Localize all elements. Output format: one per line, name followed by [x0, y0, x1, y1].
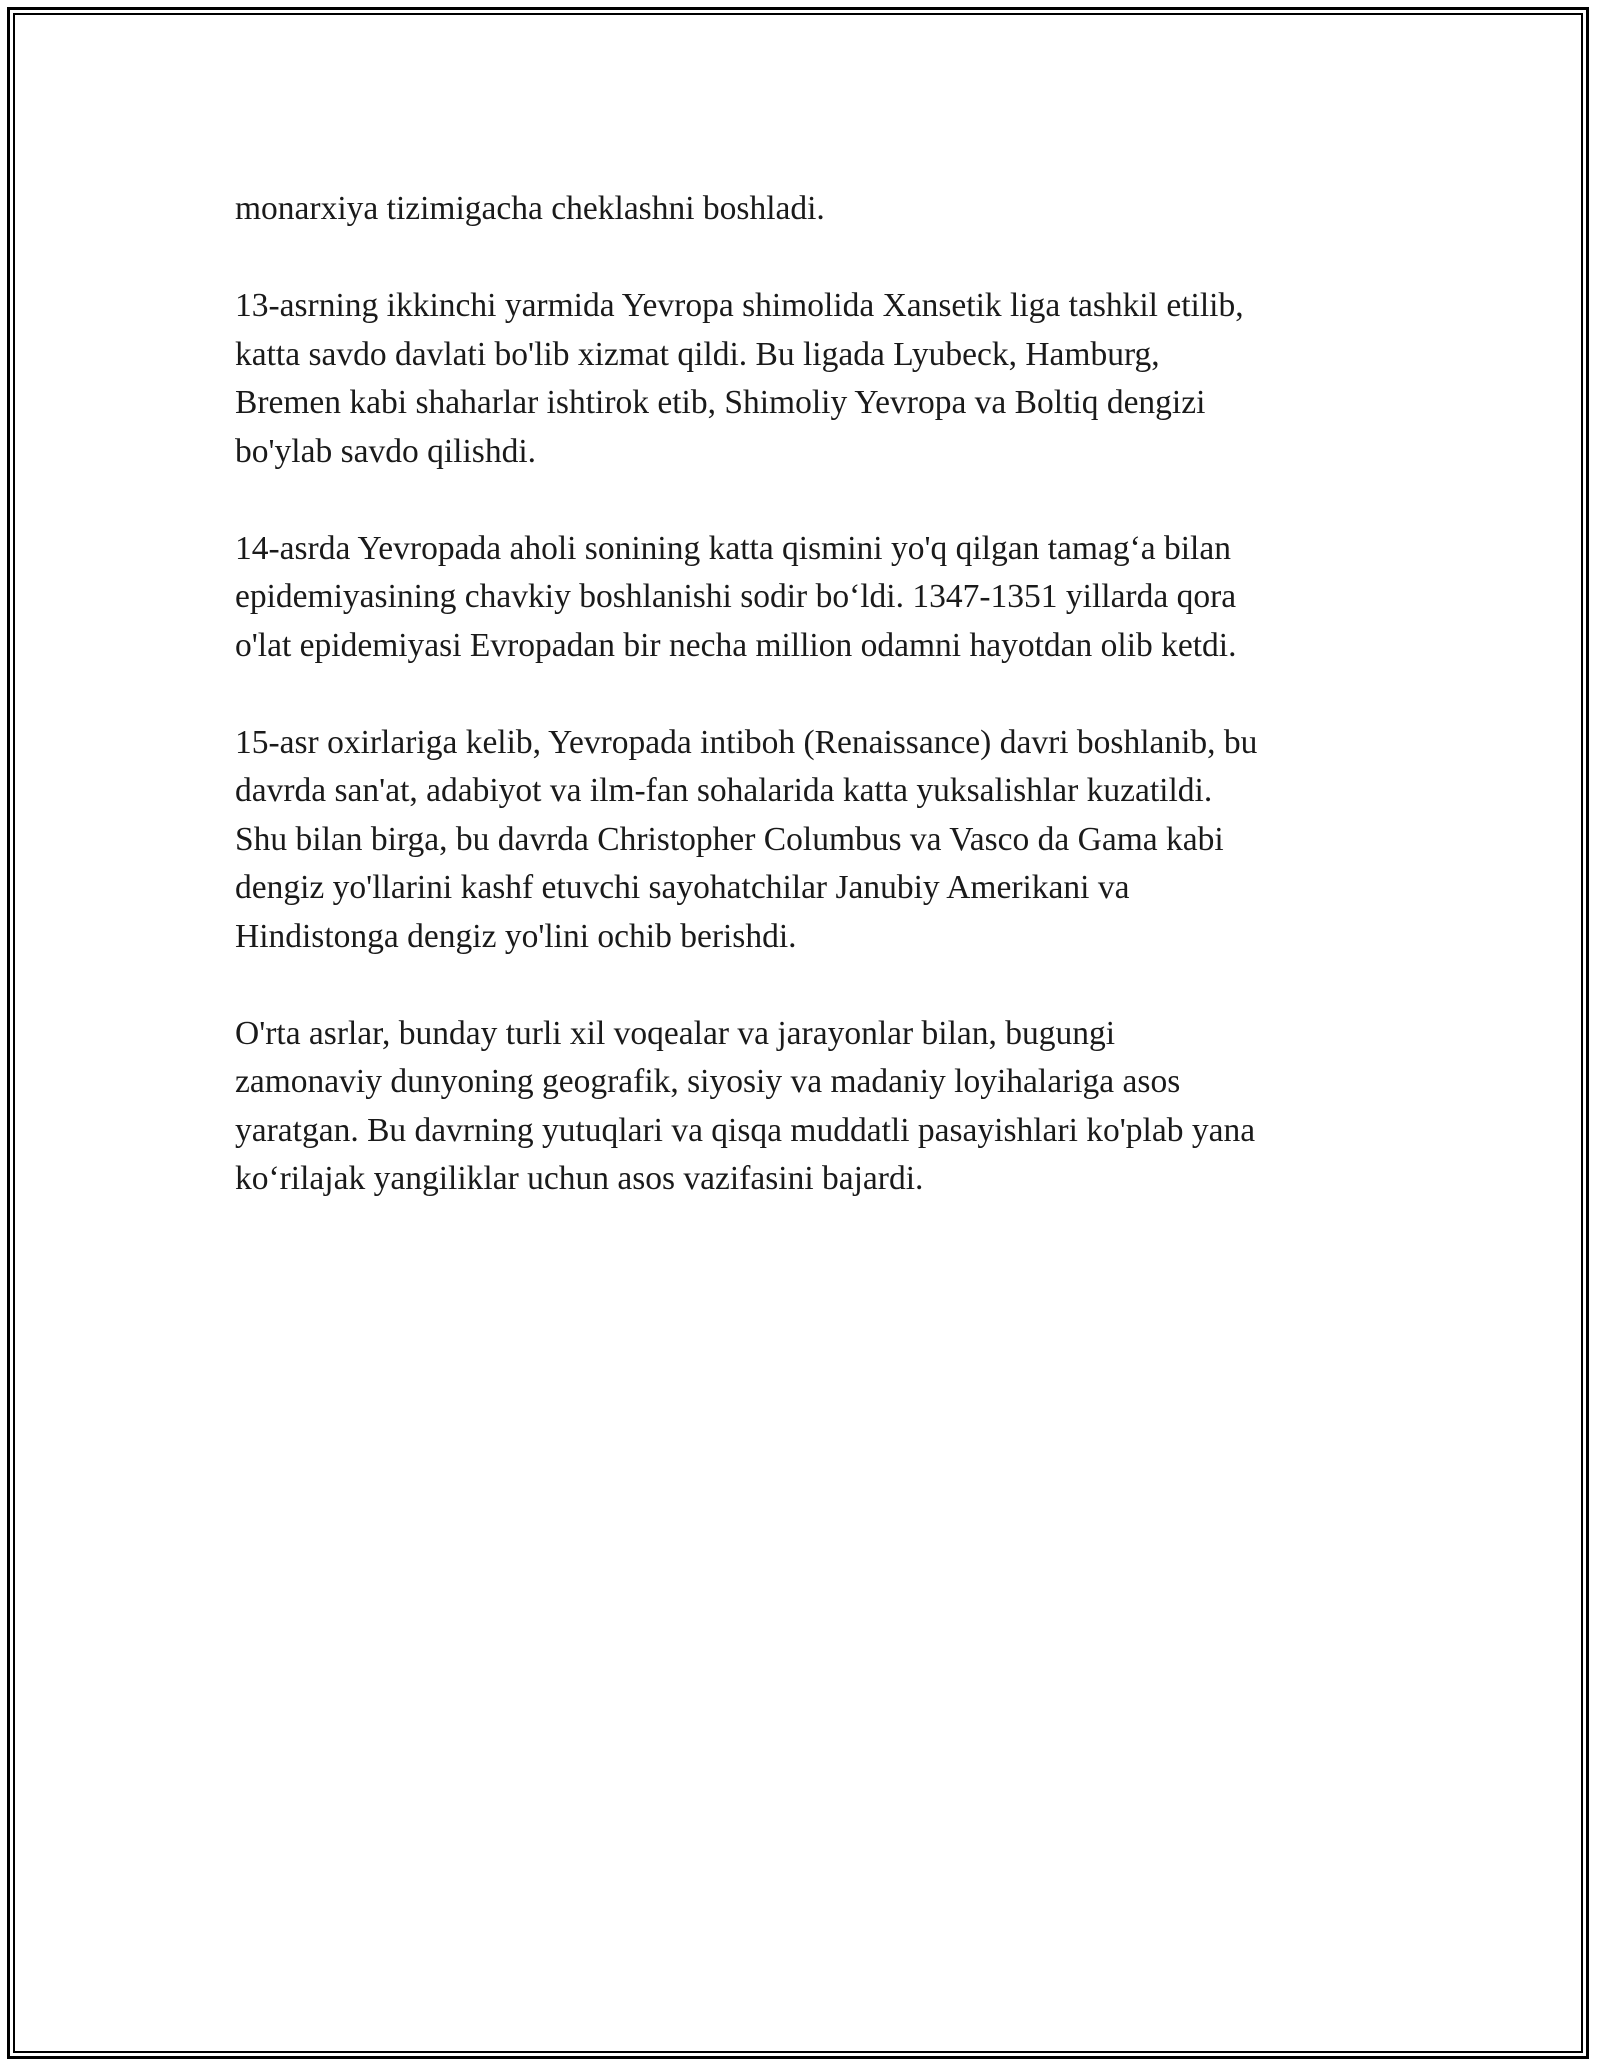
- document-body: [235, 185, 1365, 1252]
- paragraph: monarxiya tizimigacha cheklashni boshladi.: [235, 190, 825, 227]
- paragraph: 15-asr oxirlariga kelib, Yevropada intiboh (Renaissance) davri boshlanib, bu davrda san'at, adabiyot va ilm-fan sohalarida katta yuksalishlar kuzatildi. Shu bilan birga, bu davrda Christopher Columbus va Vasco da Gama kabi dengiz yo'llarini kashf etuvchi sayohatchilar Janubiy Amerikani va Hindistonga dengiz yo'lini ochib berishdi.: [235, 723, 1258, 955]
- paragraph: 14-asrda Yevropada aholi sonining katta qismini yo'q qilgan tamag‘a bilan epidemiyasining chavkiy boshlanishi sodir bo‘ldi. 1347-1351 yillarda qora o'lat epidemiyasi Evropadan bir necha million odamni hayotdan olib ketdi.: [235, 529, 1237, 664]
- paragraph: 13-asrning ikkinchi yarmida Yevropa shimolida Xansetik liga tashkil etilib, katta savdo davlati bo'lib xizmat qildi. Bu ligada Lyubeck, Hamburg, Bremen kabi shaharlar ishtirok etib, Shimoliy Yevropa va Boltiq dengizi bo'ylab savdo qilishdi.: [235, 287, 1244, 470]
- paragraph: O'rta asrlar, bunday turli xil voqealar va jarayonlar bilan, bugungi zamonaviy dunyoning geografik, siyosiy va madaniy loyihalariga asos yaratgan. Bu davrning yutuqlari va qisqa muddatli pasayishlari ko'plab yana ko‘rilajak yangiliklar uchun asos vazifasini bajardi.: [235, 1014, 1256, 1197]
